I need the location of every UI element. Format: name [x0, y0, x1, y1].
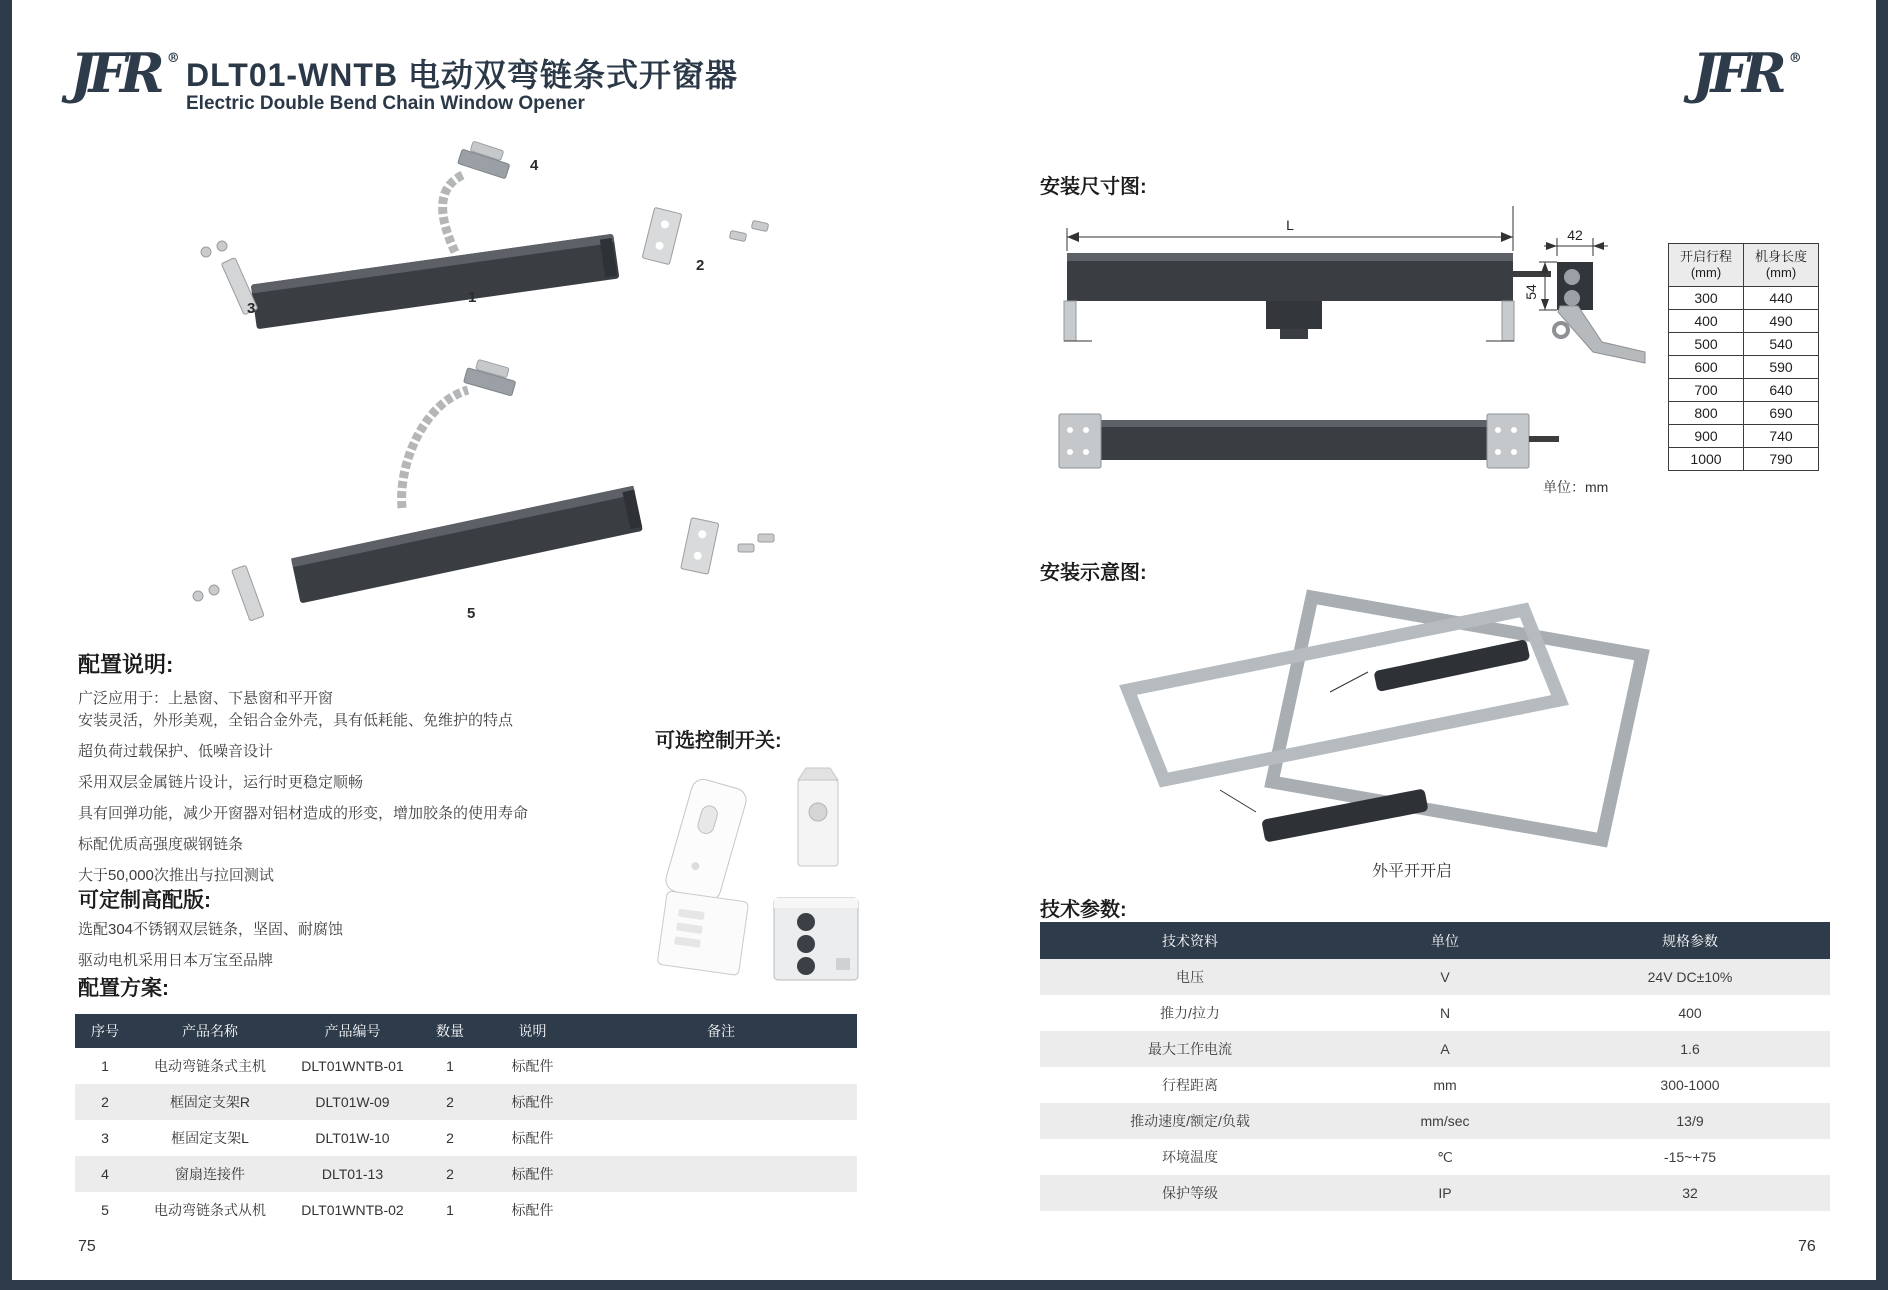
- dim-cell: 690: [1744, 402, 1819, 425]
- tech-cell: 推动速度/额定/负载: [1130, 1113, 1250, 1129]
- dim-cell: 800: [1669, 402, 1744, 425]
- bracket-l-illustration: [232, 565, 265, 621]
- plan-cell: DLT01-13: [321, 1166, 384, 1182]
- plan-cell: 电动弯链条式从机: [154, 1202, 266, 1218]
- tech-header-cell: 单位: [1431, 932, 1459, 949]
- dimension-table: [1668, 243, 1819, 471]
- config-desc-line: 超负荷过载保护、低噪音设计: [78, 743, 274, 760]
- tech-table-row: [1040, 1067, 1830, 1103]
- screw-illustration: [758, 534, 774, 542]
- actuator-top-view: [1064, 253, 1551, 341]
- part-label: 3: [247, 300, 256, 317]
- plan-header-cell: 数量: [436, 1023, 464, 1039]
- plan-cell: 框固定支架R: [169, 1094, 251, 1110]
- plan-header-cell: 序号: [91, 1023, 119, 1039]
- dim-col-unit: (mm): [1690, 265, 1722, 280]
- dimension-table-row: [1669, 425, 1819, 448]
- screw-illustration: [209, 585, 219, 595]
- dimension-table-row: [1669, 356, 1819, 379]
- chain-connector-illustration: [464, 357, 519, 396]
- tech-table-row: [1040, 959, 1830, 995]
- plan-cell: 1: [101, 1058, 109, 1074]
- tech-cell: 13/9: [1676, 1113, 1704, 1129]
- dim-cell: 500: [1669, 333, 1744, 356]
- dim-cell: 400: [1669, 310, 1744, 333]
- part-label: 1: [468, 289, 477, 306]
- premium-line: 驱动电机采用日本万宝至品牌: [78, 952, 274, 969]
- part-label: 2: [696, 257, 705, 274]
- dim-cell: 600: [1669, 356, 1744, 379]
- left-edge-band: [0, 0, 12, 1290]
- actuator-illustration: [1373, 639, 1530, 692]
- remote-control-illustration: [663, 777, 749, 904]
- brand-logo-left: [70, 41, 180, 105]
- registered-mark: ®: [166, 51, 180, 66]
- plan-cell: 4: [101, 1166, 109, 1182]
- tech-cell: 推力/拉力: [1160, 1005, 1220, 1021]
- tech-header-cell: 技术资料: [1162, 932, 1218, 949]
- tech-cell: -15~+75: [1663, 1149, 1717, 1165]
- tech-cell: IP: [1438, 1185, 1452, 1201]
- part-label: 4: [530, 157, 539, 174]
- config-desc-heading: 配置说明:: [78, 652, 174, 677]
- plan-cell: DLT01W-10: [315, 1130, 390, 1146]
- plan-header-cell: 产品名称: [182, 1023, 238, 1039]
- tech-table-header: [1040, 922, 1830, 959]
- dim-label-width: 42: [1567, 227, 1583, 243]
- page-subtitle: Electric Double Bend Chain Window Opener: [186, 93, 585, 114]
- dim-cell: 1000: [1669, 448, 1744, 471]
- tech-cell: 32: [1682, 1185, 1698, 1201]
- registered-mark: ®: [1788, 51, 1802, 66]
- plan-cell: 1: [446, 1202, 454, 1218]
- tech-cell: V: [1440, 969, 1450, 985]
- plan-cell: DLT01WNTB-02: [301, 1202, 404, 1218]
- plan-heading: 配置方案:: [78, 977, 169, 1000]
- dim-cell: 790: [1744, 448, 1819, 471]
- dimension-table-row: [1669, 448, 1819, 471]
- exploded-view-illustration: [95, 130, 800, 640]
- dim-cell: 440: [1744, 287, 1819, 310]
- tech-table-row: [1040, 1031, 1830, 1067]
- config-desc-text: [78, 688, 658, 896]
- part-label: 5: [467, 605, 476, 622]
- plan-cell: 2: [101, 1094, 109, 1110]
- plan-cell: DLT01WNTB-01: [301, 1058, 404, 1074]
- plan-cell: 2: [446, 1130, 454, 1146]
- page-title: DLT01-WNTB 电动双弯链条式开窗器: [186, 57, 738, 93]
- tech-cell: mm: [1433, 1077, 1457, 1093]
- plan-table-row: [75, 1192, 857, 1228]
- dimension-table-row: [1669, 287, 1819, 310]
- dim-col-header: [1669, 244, 1744, 287]
- plan-cell: 标配件: [511, 1094, 554, 1110]
- screw-illustration: [193, 591, 203, 601]
- actuator-bottom-view: [1059, 414, 1559, 468]
- tech-cell: mm/sec: [1420, 1113, 1470, 1129]
- screw-illustration: [201, 247, 211, 257]
- plan-cell: 标配件: [511, 1202, 554, 1218]
- plan-table-row: [75, 1156, 857, 1192]
- tech-cell: 保护等级: [1162, 1185, 1218, 1201]
- tech-cell: 1.6: [1680, 1041, 1700, 1057]
- tech-table-row: [1040, 1103, 1830, 1139]
- screw-illustration: [751, 220, 768, 231]
- dim-label-length: L: [1286, 217, 1294, 233]
- brand-logo-right: [1692, 41, 1802, 105]
- plan-cell: 标配件: [511, 1130, 554, 1146]
- page-number-right: 76: [1798, 1238, 1816, 1255]
- brand-logo-text: JFR: [1692, 41, 1780, 105]
- plan-table-row: [75, 1048, 857, 1084]
- plan-cell: 电动弯链条式主机: [154, 1058, 266, 1074]
- screw-illustration: [729, 230, 746, 241]
- dim-cell: 900: [1669, 425, 1744, 448]
- tech-cell: A: [1440, 1041, 1450, 1057]
- chain-illustration: [1330, 672, 1368, 692]
- chain-connector-illustration: [458, 139, 514, 179]
- plan-table: [75, 1014, 857, 1228]
- unit-note: 单位：mm: [1543, 479, 1609, 495]
- chain-illustration: [402, 390, 468, 508]
- plan-header-cell: 说明: [518, 1023, 547, 1039]
- tech-cell: 400: [1678, 1005, 1702, 1021]
- tech-table-row: [1040, 1175, 1830, 1211]
- dim-col-title: 开启行程: [1679, 249, 1732, 264]
- dim-cell: 700: [1669, 379, 1744, 402]
- tech-cell: N: [1439, 1005, 1451, 1021]
- tech-header-cell: 规格参数: [1662, 932, 1718, 949]
- actuator-side-view: [1523, 227, 1645, 363]
- plan-table-header: [75, 1014, 857, 1048]
- brand-logo-text: JFR: [70, 41, 158, 105]
- dimension-table-row: [1669, 333, 1819, 356]
- config-desc-line: 大于50,000次推出与拉回测试: [78, 867, 274, 884]
- plan-table-row: [75, 1120, 857, 1156]
- chain-illustration: [1220, 790, 1256, 812]
- premium-line: 选配304不锈钢双层链条，坚固、耐腐蚀: [78, 921, 344, 938]
- dim-cell: 640: [1744, 379, 1819, 402]
- plan-table-row: [75, 1084, 857, 1120]
- bracket-r-illustration: [642, 207, 682, 264]
- tech-table-row: [1040, 995, 1830, 1031]
- dim-col-unit: (mm): [1765, 265, 1797, 280]
- config-desc-line: 广泛应用于：上悬窗、下悬窗和平开窗: [78, 690, 334, 707]
- config-desc-line: 标配优质高强度碳钢链条: [78, 836, 244, 853]
- plan-cell: 框固定支架L: [171, 1130, 249, 1146]
- plan-header-cell: 备注: [707, 1023, 735, 1039]
- bottom-edge-band: [0, 1280, 1888, 1290]
- tech-cell: 最大工作电流: [1148, 1041, 1232, 1057]
- tech-table-row: [1040, 1139, 1830, 1175]
- tech-cell: 300-1000: [1660, 1077, 1720, 1093]
- dim-cell: 300: [1669, 287, 1744, 310]
- tech-section-heading: 技术参数:: [1040, 899, 1127, 921]
- config-desc-line: 采用双层金属链片设计，运行时更稳定顺畅: [78, 774, 364, 791]
- switches-heading: 可选控制开关:: [655, 730, 782, 752]
- surface-switch-box-illustration: [774, 898, 858, 980]
- plan-cell: 标配件: [511, 1166, 554, 1182]
- dim-cell: 740: [1744, 425, 1819, 448]
- bracket-r-illustration: [681, 518, 719, 575]
- actuator-body-illustration: [251, 234, 620, 329]
- right-edge-band: [1876, 0, 1888, 1290]
- control-switches-illustration: [640, 752, 880, 992]
- plan-cell: 3: [101, 1130, 109, 1146]
- screw-illustration: [738, 544, 754, 552]
- dim-cell: 540: [1744, 333, 1819, 356]
- install-section-heading: 安装示意图:: [1040, 562, 1147, 584]
- plan-cell: 5: [101, 1202, 109, 1218]
- config-desc-line: 具有回弹功能，减少开窗器对铝材造成的形变，增加胶条的使用寿命: [78, 805, 529, 822]
- install-caption: 外平开开启: [1372, 863, 1453, 880]
- page-number-left: 75: [78, 1238, 96, 1255]
- dimension-table-row: [1669, 310, 1819, 333]
- dimension-table-row: [1669, 402, 1819, 425]
- screw-illustration: [217, 241, 227, 251]
- tubular-switch-illustration: [798, 768, 838, 866]
- tech-cell: 行程距离: [1162, 1077, 1218, 1093]
- plan-header-cell: 产品编号: [324, 1023, 381, 1039]
- dimension-drawing: [1052, 196, 1662, 496]
- dim-cell: 590: [1744, 356, 1819, 379]
- config-desc-line: 安装灵活，外形美观，全铝合金外壳，具有低耗能、免维护的特点: [78, 712, 514, 729]
- tech-cell: ℃: [1437, 1148, 1453, 1165]
- tech-cell: 环境温度: [1162, 1149, 1218, 1165]
- tech-cell: 电压: [1176, 969, 1204, 985]
- premium-heading: 可定制高配版:: [78, 889, 211, 912]
- wall-switch-illustration: [657, 891, 749, 976]
- chain-illustration: [443, 174, 465, 252]
- dimension-table-header: [1669, 244, 1819, 287]
- plan-cell: 2: [446, 1094, 454, 1110]
- dimension-table-row: [1669, 379, 1819, 402]
- dim-col-title: 机身长度: [1754, 249, 1807, 264]
- installation-diagram: [1090, 582, 1665, 867]
- plan-cell: 1: [446, 1058, 454, 1074]
- tech-table: [1040, 922, 1830, 1211]
- dim-col-header: [1744, 244, 1819, 287]
- dimension-section-heading: 安装尺寸图:: [1040, 176, 1147, 198]
- dim-cell: 490: [1744, 310, 1819, 333]
- plan-cell: DLT01W-09: [315, 1094, 390, 1110]
- plan-cell: 窗扇连接件: [175, 1166, 245, 1182]
- tech-cell: 24V DC±10%: [1647, 969, 1733, 985]
- plan-cell: 标配件: [511, 1058, 554, 1074]
- plan-cell: 2: [446, 1166, 454, 1182]
- actuator-body-illustration: [291, 486, 643, 604]
- dim-label-height: 54: [1523, 284, 1539, 300]
